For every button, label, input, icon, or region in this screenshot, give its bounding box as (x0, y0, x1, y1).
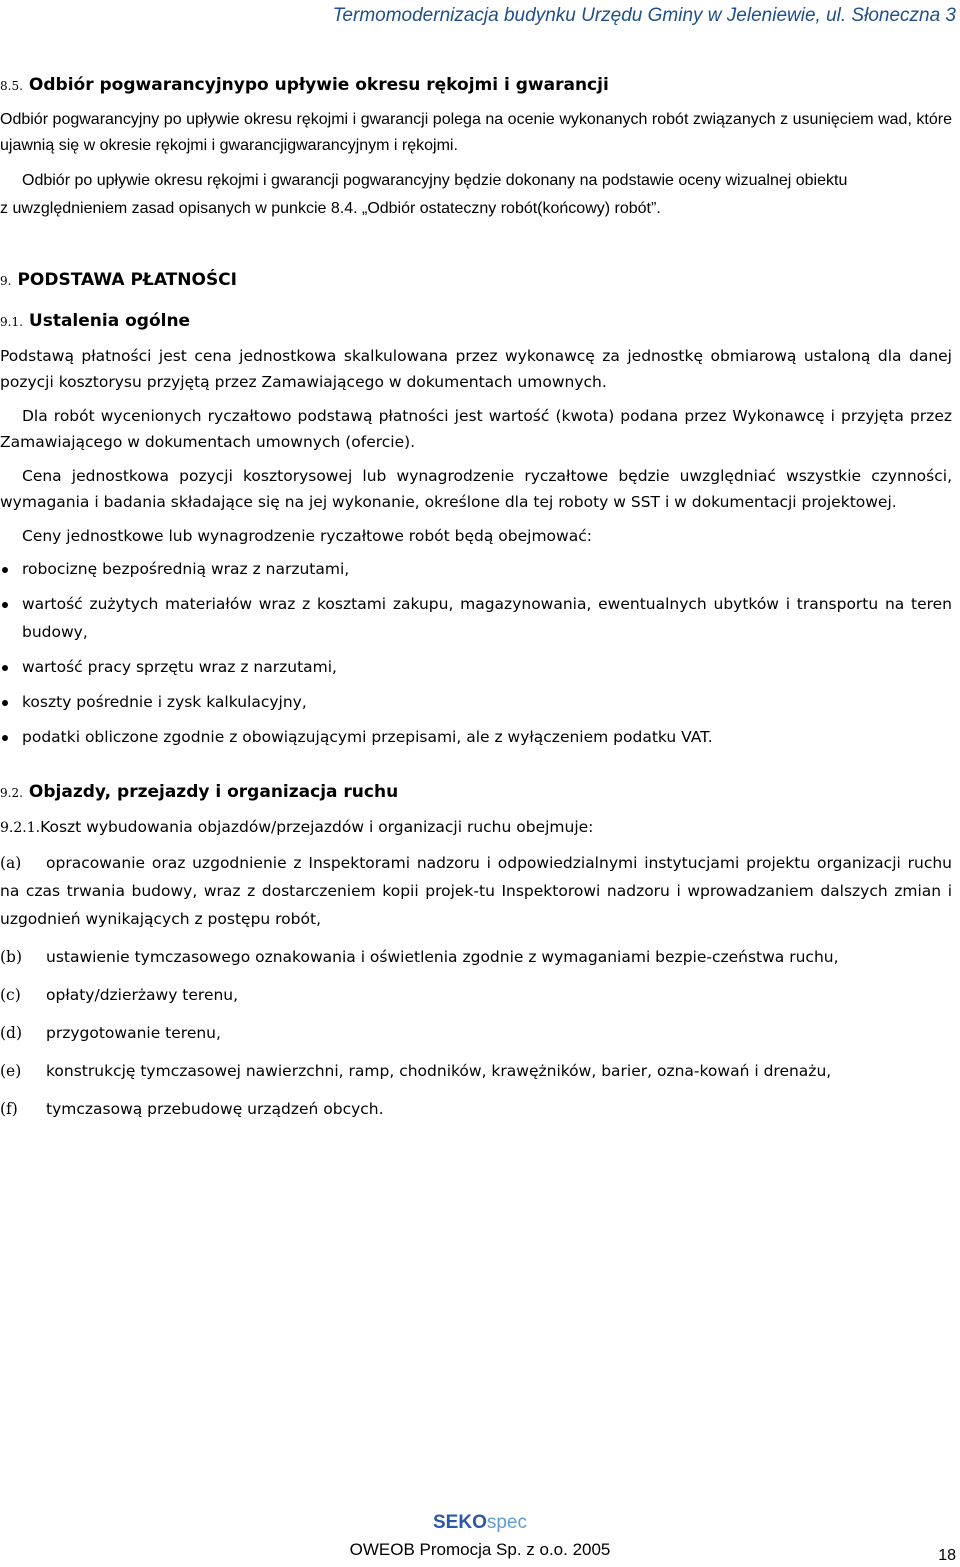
item-label: (a) (0, 854, 22, 872)
document-body (0, 72, 952, 1123)
paragraph: Cena jednostkowa pozycji kosztorysowej lub wynagrodzenie ryczałtowe będzie uwzględniać wszystkie czynności, wymagania i badania składające się na jej wykonanie, określone dla tej roboty w SST i w dokumentacji projektowej. (0, 467, 952, 511)
section-title: Objazdy, przejazdy i organizacja ruchu (28, 782, 399, 802)
paragraph: Odbiór po upływie okresu rękojmi i gwarancji pogwarancyjny będzie dokonany na podstawie oceny wizualnej obiektu (22, 172, 848, 189)
list-item (0, 590, 952, 646)
lettered-item-d (0, 1019, 952, 1047)
section-number: 9. (0, 274, 12, 288)
section-9-2-heading (0, 779, 952, 806)
item-text: ustawienie tymczasowego oznakowania i oświetlenia zgodnie z wymaganiami bezpie-czeństwa ruchu, (46, 948, 839, 966)
item-text: konstrukcję tymczasowej nawierzchni, ramp, chodników, krawężników, barier, ozna-kowań i drenażu, (46, 1062, 832, 1080)
list-item-text: podatki obliczone zgodnie z obowiązującymi przepisami, ale z wyłączeniem podatku VAT. (22, 728, 713, 746)
lettered-item-a (0, 849, 952, 933)
cost-components-list (0, 555, 952, 751)
page-number: 18 (938, 1547, 956, 1564)
list-item (0, 688, 952, 716)
section-8-5-heading (0, 72, 952, 99)
item-label: (f) (0, 1100, 18, 1118)
paragraph: Odbiór pogwarancyjny po upływie okresu rękojmi i gwarancji polega na ocenie wykonanych robót związanych z usunięciem wad, które ujawnią się w okresie rękojmi i gwarancjigwarancyjnym i rękojmi. (0, 111, 952, 154)
paragraph: Dla robót wycenionych ryczałtowo podstawą płatności jest wartość (kwota) podana przez Wykonawcę i przyjęta przez Zamawiającego w dokumentach umownych (ofercie). (0, 407, 952, 451)
section-9-heading (0, 267, 952, 294)
page-footer (0, 1512, 960, 1562)
item-text: tymczasową przebudowę urządzeń obcych. (46, 1100, 384, 1118)
item-label: (b) (0, 948, 23, 966)
page-header-title: Termomodernizacja budynku Urzędu Gminy w Jeleniewie, ul. Słoneczna 3 (332, 5, 956, 26)
section-number: 9.2. (0, 786, 23, 800)
bullet-icon (2, 700, 8, 706)
section-title: Ustalenia ogólne (28, 311, 191, 331)
section-title: Odbiór pogwarancyjnypo upływie okresu rękojmi i gwarancji (28, 75, 609, 95)
bullet-icon (2, 735, 8, 741)
list-item-text: koszty pośrednie i zysk kalkulacyjny, (22, 693, 307, 711)
section-number: 8.5. (0, 79, 23, 93)
list-item (0, 723, 952, 751)
bullet-icon (2, 602, 8, 608)
list-item-text: wartość zużytych materiałów wraz z kosztami zakupu, magazynowania, ewentualnych ubytków i transportu na teren budowy, (22, 595, 952, 641)
item-label: (c) (0, 986, 21, 1004)
paragraph: Podstawą płatności jest cena jednostkowa skalkulowana przez wykonawcę za jednostkę obmiarową ustaloną dla danej pozycji kosztorysu przyjętą przez Zamawiającego w dokumentach umownych. (0, 347, 952, 391)
list-item (0, 653, 952, 681)
lettered-item-c (0, 981, 952, 1009)
subsection-number: 9.2.1. (0, 820, 41, 836)
logo-part-spec: spec (486, 1512, 527, 1533)
company-name: OWEOB Promocja Sp. z o.o. 2005 (349, 1540, 611, 1559)
lettered-list (0, 849, 952, 1123)
lettered-item-f (0, 1095, 952, 1123)
lettered-item-b (0, 943, 952, 971)
item-label: (e) (0, 1062, 22, 1080)
item-text: przygotowanie terenu, (46, 1024, 221, 1042)
item-text: opłaty/dzierżawy terenu, (46, 986, 239, 1004)
lettered-item-e (0, 1057, 952, 1085)
list-item (0, 555, 952, 583)
bullet-icon (2, 567, 8, 573)
item-text: opracowanie oraz uzgodnienie z Inspektorami nadzoru i odpowiedzialnymi instytucjami projektu organizacji ruchu na czas trwania budowy, wraz z dostarczeniem kopii projek-tu Inspektorowi nadzoru i wprowadzaniem dalszych zmian i uzgodnień wynikających z postępu robót, (0, 854, 952, 928)
logo-part-seko: SEKO (433, 1512, 487, 1533)
section-number: 9.1. (0, 315, 23, 329)
subsection-text: Koszt wybudowania objazdów/przejazdów i organizacji ruchu obejmuje: (40, 818, 594, 836)
bullet-icon (2, 665, 8, 671)
list-item-text: wartość pracy sprzętu wraz z narzutami, (22, 658, 337, 676)
list-item-text: robociznę bezpośrednią wraz z narzutami, (22, 560, 350, 578)
sekospec-logo (0, 1512, 960, 1534)
paragraph: z uwzględnieniem zasad opisanych w punkcie 8.4. „Odbiór ostateczny robót(końcowy) robót”. (0, 200, 661, 217)
subsection-9-2-1 (0, 814, 952, 841)
section-9-1-heading (0, 308, 952, 335)
section-title: PODSTAWA PŁATNOŚCI (17, 270, 237, 290)
item-label: (d) (0, 1024, 23, 1042)
paragraph: Ceny jednostkowe lub wynagrodzenie ryczałtowe robót będą obejmować: (22, 527, 592, 545)
